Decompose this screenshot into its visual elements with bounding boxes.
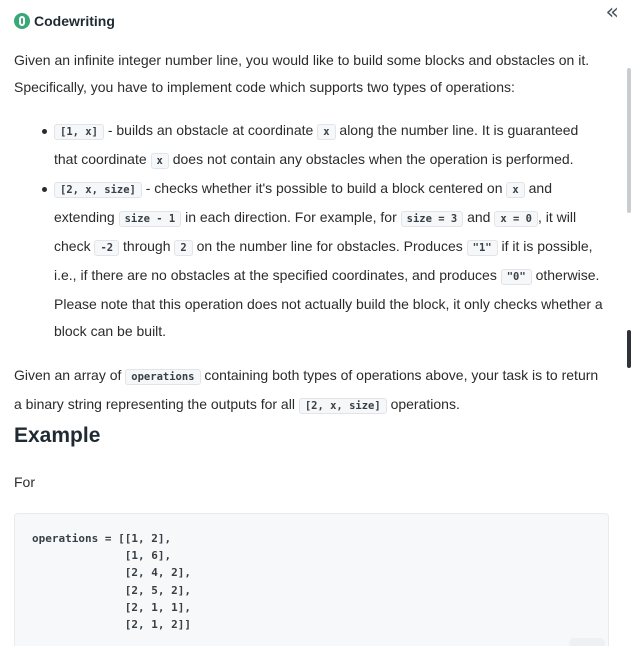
codesignal-logo-icon <box>14 13 30 29</box>
inline-code: operations <box>125 369 200 385</box>
inline-code: "0" <box>501 269 532 285</box>
list-item-operation-1: [1, x] - builds an obstacle at coordinate x along the number line. It is guaranteed that coordinate x does not contain any obstacles when the operation is performed. <box>54 117 604 175</box>
operations-list <box>14 117 604 345</box>
scrollbar-thumb[interactable] <box>627 68 631 213</box>
inline-code: [2, x, size] <box>299 398 387 414</box>
inline-code: x <box>151 153 169 169</box>
inline-code: size = 3 <box>401 211 464 227</box>
task-description <box>14 47 604 420</box>
intro-paragraph: Given an infinite integer number line, you would like to build some blocks and obstacles on it. Specifically, you have to implement code which supports two types of operations: <box>14 52 590 95</box>
for-label: For <box>14 474 35 490</box>
app-header <box>14 11 115 31</box>
inline-code: "1" <box>467 240 498 256</box>
inline-code: x = 0 <box>494 211 538 227</box>
task-type-title: Codewriting <box>34 13 115 29</box>
copy-code-button[interactable] <box>569 638 605 646</box>
example-code-block[interactable] <box>14 513 609 646</box>
inline-code: size - 1 <box>119 211 182 227</box>
inline-code: -2 <box>94 240 119 256</box>
inline-code: [2, x, size] <box>54 182 142 198</box>
collapse-panel-icon[interactable]: « <box>605 0 619 25</box>
panel-resize-handle[interactable] <box>627 330 631 368</box>
list-item-operation-2: [2, x, size] - checks whether it's possible to build a block centered on x and extending size - 1 in each direction. For example, for size = 3 and x = 0 , it will check -2 through 2 on the number line for obstacles. Produces "1" if it is possible, i.e., if there are no obstacles at the specified coordinates, and produces "0" otherwise. Please note that this operation does not actually build the block, it only checks whether a block can be built. <box>54 175 604 345</box>
task-paragraph: Given an array of operations containing both types of operations above, your task is to return a binary string representing the outputs for all [2, x, size] operations. <box>14 367 599 412</box>
inline-code: [1, x] <box>54 124 104 140</box>
inline-code: x <box>317 124 335 140</box>
inline-code: x <box>506 182 524 198</box>
inline-code: 2 <box>174 240 192 256</box>
example-heading: Example <box>14 424 101 447</box>
example-code: operations = [[1, 2], [1, 6], [2, 4, 2], [2, 5, 2], [2, 1, 1], [2, 1, 2]] <box>32 532 191 632</box>
